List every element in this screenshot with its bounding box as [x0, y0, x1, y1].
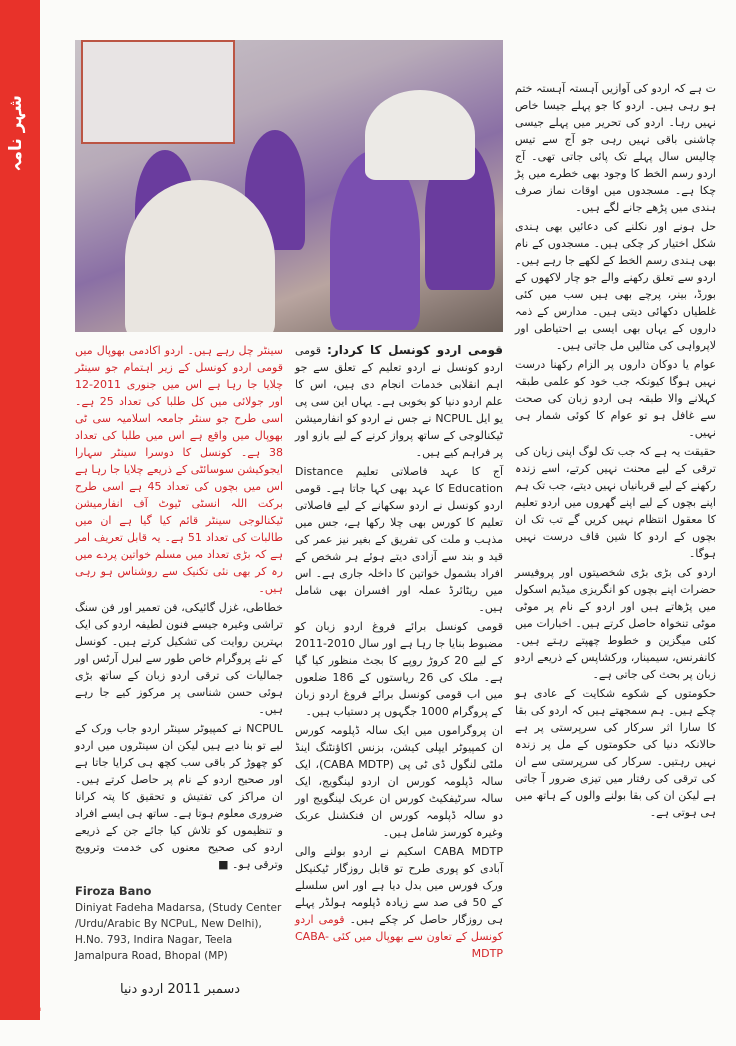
paragraph: حکومتوں کے شکوے شکایت کے عادی ہو چکے ہیں۔ ہم سمجھتے ہیں کہ اردو کی بقا کا سارا اثر سرکار کی سرپرستی پر ہے حالانکہ دنیا کی حکومتوں کے مل پر زندہ نہیں رہتیں۔ سرکار کی سرپرستی سے ان کی ترقی کی رفتار میں تیزی ضرور آ جاتی ہے لیکن ان کی بقا بولنے والوں کے ہاتھ میں ہی ہوتی ہے۔ [515, 687, 716, 819]
page-body [75, 40, 716, 964]
author-block [75, 883, 283, 964]
teacher-figure [125, 180, 275, 332]
highlighted-text: قومی اردو کونسل کے تعاون سے بھوپال میں کئی CABA-MDTP [295, 913, 503, 960]
wall-chart [81, 40, 235, 144]
paragraph: ان پروگراموں میں ایک سالہ ڈپلومہ کورس ان کمپیوٹر ایپلی کیشن، بزنس اکاؤنٹنگ اینڈ ملٹی لنگول ڈی ٹی پی (CABA MDTP)، ایک سالہ ڈپلومہ کورس ان اردو لینگویج، ایک سالہ سرٹیفکیٹ کورس ان عربک لینگویج اور دو سالہ ڈپلومہ کورس ان فنکشنل عربک وغیرہ کورسز شامل ہیں۔ [295, 724, 503, 839]
lower-columns [75, 342, 503, 964]
paragraph: حل ہونے اور نکلنے کی دعائیں بھی ہندی شکل اختیار کر چکی ہیں۔ مسجدوں کے نام بھی ہندی رسم الخط کے لکھے جا رہے ہیں۔ اردو سے تعلق رکھنے والے جو چار لاکھوں کے بورڈ، بینر، پرچے بھی ہیں سب میں کئی غلطیاں دکھائی دیتی ہیں۔ مدارس کے ذمہ داروں کے یہاں بھی ایسی بے احتیاطی اور لاپرواہی کی مثالیں مل جاتی ہیں۔ [515, 220, 716, 352]
paragraph: قومی کونسل برائے فروغ اردو زبان کو مضبوط بنایا جا رہا ہے اور سال 2010-2011 کے لیے 20 کروڑ روپے کا بجٹ منظور کیا گیا ہے۔ ملک کی 26 ریاستوں کے 186 ضلعوں میں اب قومی کونسل برائے فروغ اردو زبان کے پروگرام 1000 جگہوں پر دستیاب ہیں۔ [295, 620, 503, 718]
photo-and-columns [75, 40, 503, 964]
teacher-figure [365, 90, 475, 180]
middle-column [295, 342, 503, 964]
paragraph: اردو کی بڑی بڑی شخصیتوں اور پروفیسر حضرات اپنے بچوں کو انگریزی میڈیم اسکول میں پڑھاتے ہیں اور اردو کے نام پر موٹی موٹی تنخواہ حاصل کرتے ہیں۔ اخبارات میں کئی میگزین و خطوط چھپتے رہتے ہیں۔ کانفرنس، سیمینار، ورکشاپس کے ذریعے اردو زبان پر بحث کی جاتی ہے۔ [515, 566, 716, 681]
paragraph: حقیقت یہ ہے کہ جب تک لوگ اپنی زبان کی ترقی کے لیے محنت نہیں کرتے، اسے زندہ رکھنے کے لیے قربانیاں نہیں دیتے، جب تک ہم اپنے بچوں کے لیے اپنے گھروں میں اردو تعلیم کا معقول انتظام نہیں کریں گے تب تک ان بچوں کے اردو کا شین قاف درست نہیں ہوگا۔ [515, 445, 716, 560]
right-column [515, 80, 716, 823]
author-name: Firoza Bano [75, 884, 152, 898]
paragraph: ت ہے کہ اردو کی آوازیں آہستہ آہستہ ختم ہو رہی ہیں۔ اردو کا جو پہلے جیسا خاص نہیں رہا۔ اردو کی تحریر میں پہلے جیسی چاشنی باقی نہیں رہی جو آج سے تیس چالیس سال پہلے تک پائی جاتی تھی۔ آج اردو رسم الخط کا وجود بھی خطرے میں پڑ چکا ہے۔ مسجدوں میں اوقات نماز صرف ہندی میں پڑھے جانے لگے ہیں۔ [515, 82, 716, 214]
page-number: 61 [6, 988, 43, 1018]
author-address: Diniyat Fadeha Madarsa, (Study Center /Urdu/Arabic By NCPuL, New Delhi), H.No. 793, Indira Nagar, Teela Jamalpura Road, Bhopal (MP) [75, 902, 282, 962]
end-mark-icon: ■ [218, 858, 229, 871]
paragraph: NCPUL نے کمپیوٹر سینٹر اردو جاب ورک کے لیے تو بنا دیے ہیں لیکن ان سینٹروں میں اردو کو چھوڑ کر باقی سب کچھ ہی کرایا جاتا ہے اور صحیح اردو کے نام پر حاصل کرتے ہیں۔ ان مراکز کی تفتیش و تحقیق کا پتہ کرانا ضروری معلوم ہوتا ہے۔ ساتھ ہی ایسے افراد و تنظیموں کو تلاش کیا جائے جن کے ذریعے اردو کی صحیح معنوں کی خدمت وترویج وترقی ہو۔ [75, 722, 283, 871]
left-column [75, 342, 283, 964]
paragraph: عوام یا دوکان داروں پر الزام رکھنا درست نہیں ہوگا کیونکہ جب خود کو علمی طبقہ کہلانے والا طبقہ ہی اردو زبان کی صحت سے غافل ہو تو عوام کا کوئی شمار ہی نہیں۔ [515, 358, 716, 439]
classroom-photo [75, 40, 503, 332]
footer-row [6, 982, 716, 1018]
section-title: شہر نامہ [6, 95, 26, 172]
paragraph: CABA MDTP اسکیم نے اردو بولنے والی آبادی کو پوری طرح تو قابل روزگار ٹیکنیکل ورک فورس میں بدل دیا ہے اور اس سلسلے کے 50 فی صد سے زیادہ ڈپلومہ ہولڈر پہلے ہی روزگار حاصل کر چکے ہیں۔ [295, 845, 504, 926]
section-heading: قومی اردو کونسل کا کردار: [326, 343, 503, 357]
paragraph: قومی اردو کونسل نے اردو تعلیم کے تعلق سے جو اہم انقلابی خدمات انجام دی ہیں، اس کا علم اردو دنیا کو بخوبی ہے۔ یہاں این سی پی یو ایل NCPUL نے جس نے اردو کو انفارمیشن ٹیکنالوجی کے ساتھ پرواز کرنے کے لیے بازو اور پر فراہم کیے ہیں۔ [295, 344, 504, 459]
highlighted-paragraph: سینٹر چل رہے ہیں۔ اردو اکادمی بھوپال میں قومی اردو کونسل کے زیر اہتمام جو سینٹر چلایا جا رہا ہے اس میں جنوری 2011-12 اور جولائی میں کل طلبا کی تعداد 25 ہے۔ اسی طرح جو سنٹر جامعہ اسلامیہ سی ٹی بھوپال میں واقع ہے اس میں طلبا کی تعداد 38 ہے۔ کونسل کا دوسرا سینٹر سہارا ایجوکیشن سوسائٹی کے ذریعے چلایا جا رہا ہے اس میں بچوں کی تعداد 45 ہے اسی طرح برکت اللہ انسٹی ٹیوٹ آف انفارمیشن ٹیکنالوجی سینٹر قائم کیا گیا ہے ان میں طالبات کی تعداد 51 ہے۔ یہ قابل تعریف امر ہے کہ بڑی تعداد میں مسلم خواتین پردے میں رہ کر بھی نئی تکنیک سے روشناس ہو رہی ہیں۔ [75, 344, 284, 595]
issue-footer: دسمبر 2011 اردو دنیا [120, 982, 241, 997]
paragraph: خطاطی، غزل گائیکی، فن تعمیر اور فن سنگ تراشی وغیرہ جیسے فنون لطیفہ اردو کی ایک بہترین روایت کی تشکیل کرتے ہیں۔ کونسل کے نئے پروگرام خاص طور سے لبرل آرٹس اور جمالیات کی ترقی اردو زبان کے ساتھ بڑی ہوئی حسن شناسی پر مرکوز کیے جا رہے ہیں۔ [75, 601, 283, 716]
paragraph: آج کا عہد فاصلاتی تعلیم Distance Education کا عہد بھی کہا جاتا ہے۔ قومی اردو کونسل نے اردو سکھانے کے لیے فاصلاتی تعلیم کا کورس بھی چلا رکھا ہے، جس میں مذہب و ملت کی تفریق کے بغیر نیز عمر کی قید و بند سے آزادی دیتے ہوئے ہر شخص کے افراد بشمول خواتین کا داخلہ جاری ہے۔ اس میں ریٹائرڈ عملہ اور افسران بھی شامل ہیں۔ [295, 465, 503, 614]
